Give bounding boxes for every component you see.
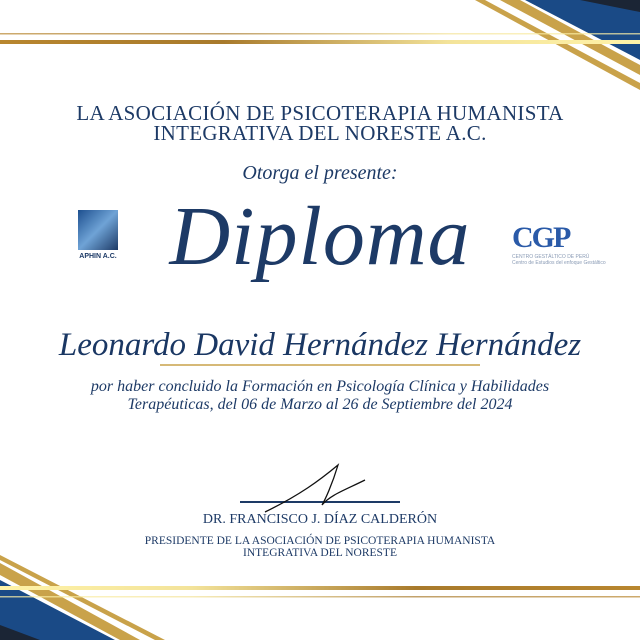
presents-text: Otorga el presente: — [242, 162, 398, 184]
description — [0, 378, 640, 414]
top-thin-line — [0, 33, 640, 35]
bottom-gold-line — [0, 586, 640, 590]
bottom-thin-line — [0, 596, 640, 598]
signature — [265, 465, 365, 512]
signer-name: DR. FRANCISCO J. DÍAZ CALDERÓN — [202, 512, 438, 527]
recipient-name: Leonardo David Hernández Hernández — [58, 327, 582, 363]
cgp-logo-sub2: Centro de Estudios del enfoque Gestáltico — [512, 260, 606, 266]
description-line-2: Terapéuticas, del 06 de Marzo al 26 de Septiembre del 2024 — [127, 396, 513, 413]
aphin-logo-text: APHIN A.C. — [79, 253, 117, 260]
diploma-title: Diploma — [169, 190, 471, 283]
issuer-header — [0, 103, 640, 143]
cgp-logo — [512, 222, 612, 266]
top-gold-line — [0, 40, 640, 44]
signer-title — [0, 535, 640, 559]
heart-logo-icon — [78, 210, 118, 250]
signer-title-line-2: INTEGRATIVA DEL NORESTE — [243, 547, 397, 559]
top-right-corner — [475, 0, 640, 90]
header-line-1: LA ASOCIACIÓN DE PSICOTERAPIA HUMANISTA — [76, 101, 564, 125]
aphin-logo — [76, 210, 120, 260]
cgp-logo-sub: CENTRO GESTÁLTICO DE PERÚ — [512, 254, 590, 260]
header-line-2: INTEGRATIVA DEL NORESTE A.C. — [153, 121, 487, 145]
cgp-logo-text: CGP — [512, 221, 570, 254]
description-line-1: por haber concluido la Formación en Psicología Clínica y Habilidades — [90, 378, 550, 395]
signer-title-line-1: PRESIDENTE DE LA ASOCIACIÓN DE PSICOTERAPIA HUMANISTA — [144, 535, 496, 547]
